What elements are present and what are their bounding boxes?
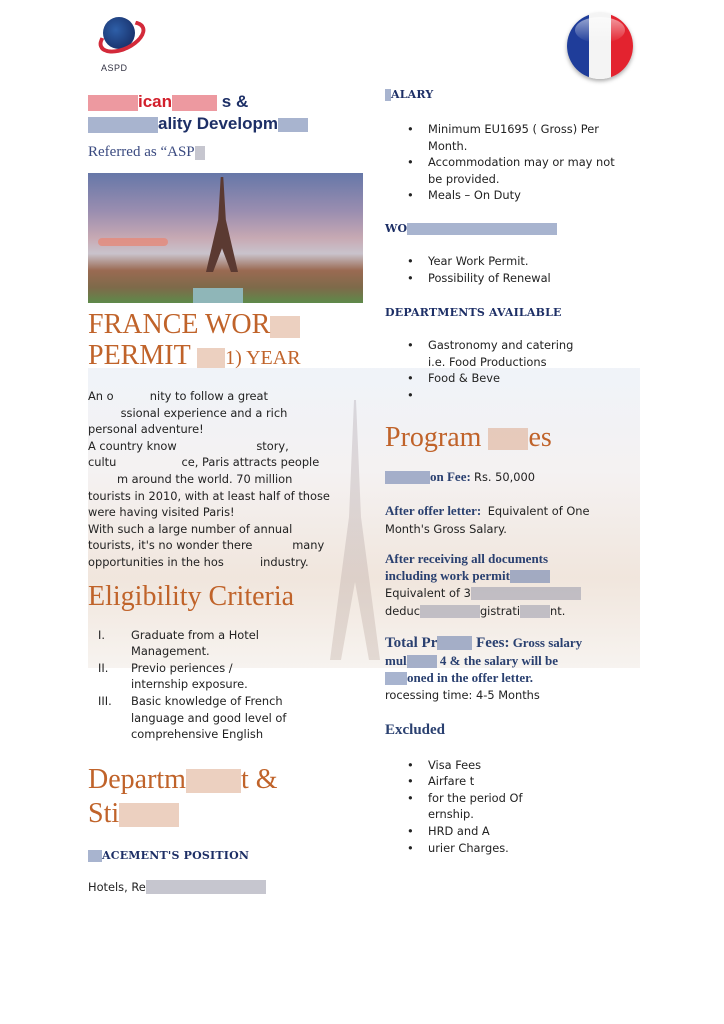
eligibility-heading: Eligibility Criteria [88, 580, 295, 612]
department-item [385, 370, 645, 387]
intro-paragraph [88, 388, 363, 571]
right-column [385, 88, 645, 856]
intro-line: m around the world. 70 million [88, 471, 293, 486]
list-item-text: Gastronomy and catering i.e. Food Productions [428, 338, 574, 369]
eligibility-text: Graduate from a Hotel Management. [131, 627, 259, 659]
bullet-icon: • [407, 840, 414, 855]
department-item [385, 337, 645, 370]
list-item-text: urier Charges. [428, 840, 509, 855]
excluded-item [385, 773, 645, 790]
intro-line: were having visited Paris! [88, 505, 235, 520]
bullet-icon: • [407, 338, 414, 353]
placement-position-heading: ACEMENT'S POSITION [88, 849, 363, 862]
work-permit-list [385, 253, 645, 286]
aspd-logo [95, 15, 145, 77]
bullet-icon: • [407, 790, 414, 805]
bullet-icon: • [407, 823, 414, 838]
list-item-text: Minimum EU1695 ( Gross) Per Month. [428, 122, 599, 153]
registration-fee: on Fee: Rs. 50,000 [385, 468, 645, 486]
salary-item [385, 154, 645, 187]
list-item-text: Visa Fees [428, 757, 482, 772]
department-stipend-heading: Departm t & Sti [88, 763, 278, 829]
departments-list [385, 337, 645, 403]
eligibility-item [88, 693, 363, 743]
intro-line: ssional experience and a rich [88, 405, 288, 420]
placement-position-text: Hotels, Re [88, 880, 363, 895]
department-item [385, 387, 645, 404]
work-permit-item [385, 270, 645, 287]
after-offer-letter-fee: After offer letter: Equivalent of One Month's Gross Salary. [385, 502, 590, 536]
eligibility-text: Previo periences / internship exposure. [131, 660, 248, 692]
total-program-fees: Total Pr Fees: Gross salary mul 4 & the salary will be oned in the offer letter. rocessing time: 4-5 Months [385, 634, 583, 702]
organization-name-line2: ality Developm [88, 114, 363, 134]
list-number: III. [98, 693, 112, 708]
intro-line: personal adventure! [88, 422, 204, 437]
referred-as-text: Referred as “ASP [88, 144, 363, 161]
bullet-icon: • [407, 188, 414, 203]
eligibility-item [88, 660, 363, 693]
work-permit-item [385, 253, 645, 270]
bullet-icon: • [407, 253, 414, 268]
eiffel-tower-photo [88, 173, 363, 303]
after-documents-fee: After receiving all documents including work permit Equivalent of 3 deduc gistrati nt. [385, 550, 645, 620]
page-title: FRANCE WOR PERMIT 1) YEAR [88, 309, 301, 371]
excluded-heading: Excluded [385, 721, 446, 738]
eligibility-text: Basic knowledge of French language and good level of comprehensive English [131, 693, 287, 742]
excluded-list [385, 757, 645, 857]
list-item-text: Accommodation may or may not be provided. [428, 155, 615, 186]
salary-list [385, 121, 645, 204]
intro-line: tourists, it's no wonder there many [88, 538, 325, 553]
list-number: II. [98, 660, 109, 675]
logo-ring [93, 14, 150, 61]
eligibility-list [88, 627, 363, 743]
list-number: I. [98, 627, 105, 642]
list-item-text: Meals – On Duty [428, 188, 521, 203]
list-item-text: for the period Of ernship. [428, 790, 523, 822]
organization-name-line1: ican s & [88, 92, 363, 112]
logo-text: ASPD [101, 63, 128, 73]
list-item-text: Food & Beve [428, 371, 501, 386]
intro-line: opportunities in the hos industry. [88, 554, 309, 569]
bullet-icon: • [407, 387, 414, 402]
intro-line: A country know story, [88, 438, 289, 453]
salary-item [385, 187, 645, 204]
bullet-icon: • [407, 774, 414, 789]
excluded-item [385, 840, 645, 857]
departments-available-heading: DEPARTMENTS AVAILABLE [385, 306, 562, 320]
bullet-icon: • [407, 122, 414, 136]
salary-heading: ALARY [385, 88, 645, 101]
eligibility-item [88, 627, 363, 660]
list-item-text: Possibility of Renewal [428, 270, 551, 285]
excluded-item [385, 757, 645, 774]
intro-line: With such a large number of annual [88, 521, 293, 536]
france-flag-icon [567, 13, 633, 79]
list-item-text: HRD and A [428, 823, 490, 838]
intro-line: cultu ce, Paris attracts people [88, 455, 320, 470]
salary-item [385, 121, 645, 154]
bullet-icon: • [407, 270, 414, 285]
bullet-icon: • [407, 757, 414, 772]
left-column [88, 88, 363, 894]
list-item-text: Year Work Permit. [428, 253, 529, 268]
bullet-icon: • [407, 155, 414, 170]
list-item-text: Airfare t [428, 774, 475, 789]
excluded-item [385, 790, 645, 823]
intro-line: An o nity to follow a great [88, 389, 269, 403]
work-permit-heading: WO [385, 222, 645, 235]
program-fees-heading: Program es [385, 421, 552, 453]
intro-line: tourists in 2010, with at least half of those [88, 488, 330, 503]
bullet-icon: • [407, 371, 414, 386]
excluded-item [385, 823, 645, 840]
